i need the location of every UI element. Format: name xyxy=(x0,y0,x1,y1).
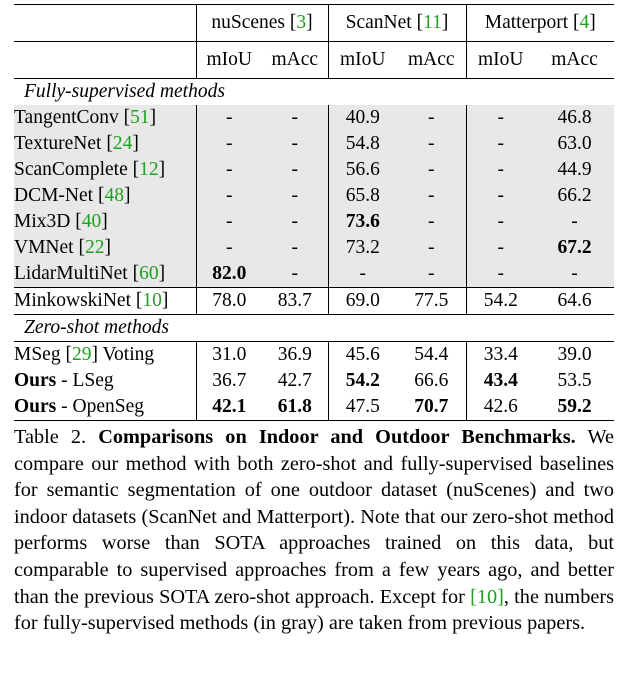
results-table xyxy=(14,4,614,421)
value-cell xyxy=(466,157,535,183)
value-cell xyxy=(466,394,535,421)
value-text: 59.2 xyxy=(557,396,592,417)
value-cell xyxy=(397,368,466,394)
metric-header: mIoU xyxy=(328,42,397,79)
method-name: MSeg xyxy=(14,344,61,365)
value-cell xyxy=(328,288,397,315)
value-cell xyxy=(328,368,397,394)
value-cell xyxy=(397,342,466,369)
header-empty xyxy=(14,42,196,79)
value-cell xyxy=(397,183,466,209)
value-cell xyxy=(196,342,262,369)
method-name: MinkowskiNet xyxy=(14,290,131,311)
value-text: - xyxy=(226,159,233,180)
dataset-name: Matterport xyxy=(484,12,569,33)
value-text: 73.6 xyxy=(345,211,380,232)
dataset-name: nuScenes xyxy=(211,12,286,33)
caption-body-2: , the numbers for fully-supervised methods (in gray) are taken from previous papers. xyxy=(14,585,614,635)
value-cell xyxy=(262,157,328,183)
value-cell xyxy=(262,105,328,131)
value-cell xyxy=(535,288,614,315)
value-cell xyxy=(196,288,262,315)
value-text: 42.7 xyxy=(277,370,312,391)
dataset-header: ScanNet [11] xyxy=(328,5,466,42)
value-cell xyxy=(262,209,328,235)
caption-label: Table 2. xyxy=(14,426,87,448)
dataset-header: nuScenes [3] xyxy=(196,5,328,42)
value-text: - xyxy=(428,159,435,180)
caption-title: Comparisons on Indoor and Outdoor Benchmarks. xyxy=(98,426,576,448)
method-cell: TextureNet [24] xyxy=(14,131,196,157)
value-cell xyxy=(397,131,466,157)
value-text: - xyxy=(428,133,435,154)
metric-header: mAcc xyxy=(262,42,328,79)
metric-header: mAcc xyxy=(397,42,466,79)
value-cell xyxy=(328,105,397,131)
citation-link[interactable]: 3 xyxy=(296,12,307,33)
table-row xyxy=(14,368,614,394)
value-text: 67.2 xyxy=(557,237,592,258)
method-cell: Mix3D [40] xyxy=(14,209,196,235)
table-row xyxy=(14,288,614,315)
value-text: 78.0 xyxy=(212,290,247,311)
table-row xyxy=(14,105,614,131)
header-datasets-row xyxy=(14,5,614,42)
value-text: - xyxy=(497,237,504,258)
dataset-name: ScanNet xyxy=(345,12,412,33)
method-suffix: - OpenSeg xyxy=(56,396,144,417)
citation-link[interactable]: 40 xyxy=(81,211,102,232)
value-cell xyxy=(196,157,262,183)
method-cell: DCM-Net [48] xyxy=(14,183,196,209)
citation-link[interactable]: 29 xyxy=(71,344,92,365)
table-row xyxy=(14,261,614,288)
value-text: 47.5 xyxy=(345,396,380,417)
method-name: TextureNet xyxy=(14,133,102,154)
section-title: Fully-supervised methods xyxy=(14,79,614,106)
table-row xyxy=(14,183,614,209)
header-empty xyxy=(14,5,196,42)
method-cell: TangentConv [51] xyxy=(14,105,196,131)
value-text: - xyxy=(291,211,298,232)
value-text: - xyxy=(428,237,435,258)
value-text: - xyxy=(291,159,298,180)
value-cell xyxy=(262,131,328,157)
value-text: 82.0 xyxy=(212,263,247,284)
value-cell xyxy=(196,131,262,157)
citation-link[interactable]: 60 xyxy=(139,263,159,284)
value-cell xyxy=(196,235,262,261)
value-cell xyxy=(535,342,614,369)
value-text: 54.2 xyxy=(483,290,518,311)
value-text: 53.5 xyxy=(557,370,592,391)
value-cell xyxy=(466,105,535,131)
method-name: VMNet xyxy=(14,237,74,258)
value-text: 36.7 xyxy=(212,370,247,391)
table-row xyxy=(14,394,614,421)
value-text: 54.4 xyxy=(414,344,449,365)
method-name: ScanComplete xyxy=(14,159,128,180)
value-cell xyxy=(397,157,466,183)
value-text: - xyxy=(291,237,298,258)
method-cell xyxy=(14,394,196,421)
value-cell xyxy=(466,288,535,315)
value-text: - xyxy=(226,107,233,128)
value-cell xyxy=(397,394,466,421)
value-text: - xyxy=(428,185,435,206)
value-text: - xyxy=(291,185,298,206)
citation-link[interactable]: 10 xyxy=(142,290,162,311)
value-cell xyxy=(397,261,466,288)
value-text: - xyxy=(571,263,578,284)
value-cell xyxy=(466,368,535,394)
value-text: 77.5 xyxy=(414,290,449,311)
table-caption xyxy=(14,424,614,637)
value-cell xyxy=(535,157,614,183)
value-cell xyxy=(262,368,328,394)
value-text: - xyxy=(571,211,578,232)
value-cell xyxy=(328,131,397,157)
value-cell xyxy=(196,394,262,421)
metric-header: mAcc xyxy=(535,42,614,79)
value-text: 83.7 xyxy=(277,290,312,311)
method-suffix: - LSeg xyxy=(56,370,114,391)
value-cell xyxy=(262,342,328,369)
method-name: LidarMultiNet xyxy=(14,263,128,284)
value-cell xyxy=(262,394,328,421)
value-cell xyxy=(262,183,328,209)
value-text: 69.0 xyxy=(345,290,380,311)
method-name: Ours xyxy=(14,370,57,391)
value-text: - xyxy=(226,185,233,206)
table-row xyxy=(14,235,614,261)
value-text: 61.8 xyxy=(277,396,312,417)
citation-link[interactable]: 11 xyxy=(423,12,442,33)
value-cell xyxy=(466,342,535,369)
value-text: - xyxy=(497,159,504,180)
method-name: TangentConv xyxy=(14,107,119,128)
method-cell: MinkowskiNet [10] xyxy=(14,288,196,315)
value-text: - xyxy=(291,133,298,154)
value-text: 56.6 xyxy=(345,159,380,180)
caption-citation[interactable]: [10] xyxy=(470,585,504,608)
method-cell: LidarMultiNet [60] xyxy=(14,261,196,288)
section-header-row xyxy=(14,79,614,106)
method-cell xyxy=(14,368,196,394)
value-cell xyxy=(535,368,614,394)
value-cell xyxy=(397,105,466,131)
value-cell xyxy=(466,183,535,209)
value-cell xyxy=(466,131,535,157)
value-text: 46.8 xyxy=(557,107,592,128)
value-cell xyxy=(535,261,614,288)
section-header-row xyxy=(14,315,614,342)
value-cell xyxy=(328,209,397,235)
value-text: - xyxy=(226,133,233,154)
value-cell xyxy=(262,288,328,315)
value-cell xyxy=(535,394,614,421)
section-title: Zero-shot methods xyxy=(14,315,614,342)
metric-header: mIoU xyxy=(196,42,262,79)
value-cell xyxy=(328,261,397,288)
value-cell xyxy=(397,288,466,315)
value-text: - xyxy=(497,263,504,284)
value-cell xyxy=(196,261,262,288)
method-name: Ours xyxy=(14,396,57,417)
value-text: 66.2 xyxy=(557,185,592,206)
dataset-header: Matterport [4] xyxy=(466,5,614,42)
caption-body-1: We compare our method with both zero-shot and fully-supervised baselines for semantic segmentation of one outdoor dataset (nuScenes) and two indoor datasets (ScanNet and Matterport). Note that our zero-shot method performs worse than SOTA approaches trained on this data, but comparable to supervised approaches from a few years ago, and better than the previous SOTA zero-shot approach. Except for xyxy=(14,426,614,608)
table-row xyxy=(14,157,614,183)
value-cell xyxy=(328,342,397,369)
table-row xyxy=(14,131,614,157)
citation-link[interactable]: 24 xyxy=(112,133,133,154)
value-text: 40.9 xyxy=(345,107,380,128)
value-cell xyxy=(196,209,262,235)
citation-link[interactable]: 22 xyxy=(84,237,105,258)
value-text: - xyxy=(497,133,504,154)
value-text: 70.7 xyxy=(414,396,449,417)
value-text: 63.0 xyxy=(557,133,592,154)
value-cell xyxy=(397,209,466,235)
value-cell xyxy=(262,261,328,288)
value-text: 54.8 xyxy=(345,133,380,154)
method-cell: MSeg [29] Voting xyxy=(14,342,196,369)
value-cell xyxy=(196,105,262,131)
value-text: 66.6 xyxy=(414,370,449,391)
value-cell xyxy=(466,235,535,261)
value-text: 42.1 xyxy=(212,396,247,417)
value-text: 43.4 xyxy=(483,370,518,391)
metric-header: mIoU xyxy=(466,42,535,79)
value-cell xyxy=(535,209,614,235)
value-text: 65.8 xyxy=(345,185,380,206)
value-cell xyxy=(535,235,614,261)
value-text: 73.2 xyxy=(345,237,380,258)
value-text: 39.0 xyxy=(557,344,592,365)
method-cell: VMNet [22] xyxy=(14,235,196,261)
table-row xyxy=(14,342,614,369)
method-cell: ScanComplete [12] xyxy=(14,157,196,183)
value-text: - xyxy=(428,107,435,128)
value-cell xyxy=(328,394,397,421)
value-cell xyxy=(466,209,535,235)
value-text: - xyxy=(428,263,435,284)
value-cell xyxy=(328,157,397,183)
value-text: - xyxy=(291,107,298,128)
value-cell xyxy=(328,183,397,209)
value-cell xyxy=(196,183,262,209)
value-text: 54.2 xyxy=(345,370,380,391)
method-suffix: Voting xyxy=(97,344,155,365)
value-cell xyxy=(196,368,262,394)
value-text: 64.6 xyxy=(557,290,592,311)
value-cell xyxy=(262,235,328,261)
value-cell xyxy=(535,105,614,131)
value-text: - xyxy=(226,237,233,258)
value-text: 31.0 xyxy=(212,344,247,365)
value-text: 42.6 xyxy=(483,396,518,417)
value-text: - xyxy=(497,185,504,206)
value-cell xyxy=(397,235,466,261)
value-cell xyxy=(535,131,614,157)
value-text: 44.9 xyxy=(557,159,592,180)
value-text: 36.9 xyxy=(277,344,312,365)
citation-link[interactable]: 48 xyxy=(104,185,124,206)
table-row xyxy=(14,209,614,235)
header-metrics-row xyxy=(14,42,614,79)
value-text: - xyxy=(497,107,504,128)
value-cell xyxy=(535,183,614,209)
value-text: - xyxy=(428,211,435,232)
citation-link[interactable]: 4 xyxy=(579,12,590,33)
method-name: Mix3D xyxy=(14,211,71,232)
citation-link[interactable]: 51 xyxy=(130,107,150,128)
value-cell xyxy=(328,235,397,261)
value-cell xyxy=(466,261,535,288)
value-text: - xyxy=(497,211,504,232)
value-text: - xyxy=(226,211,233,232)
value-text: 45.6 xyxy=(345,344,380,365)
value-text: - xyxy=(359,263,366,284)
value-text: - xyxy=(291,263,298,284)
method-name: DCM-Net xyxy=(14,185,94,206)
citation-link[interactable]: 12 xyxy=(139,159,159,180)
value-text: 33.4 xyxy=(483,344,518,365)
